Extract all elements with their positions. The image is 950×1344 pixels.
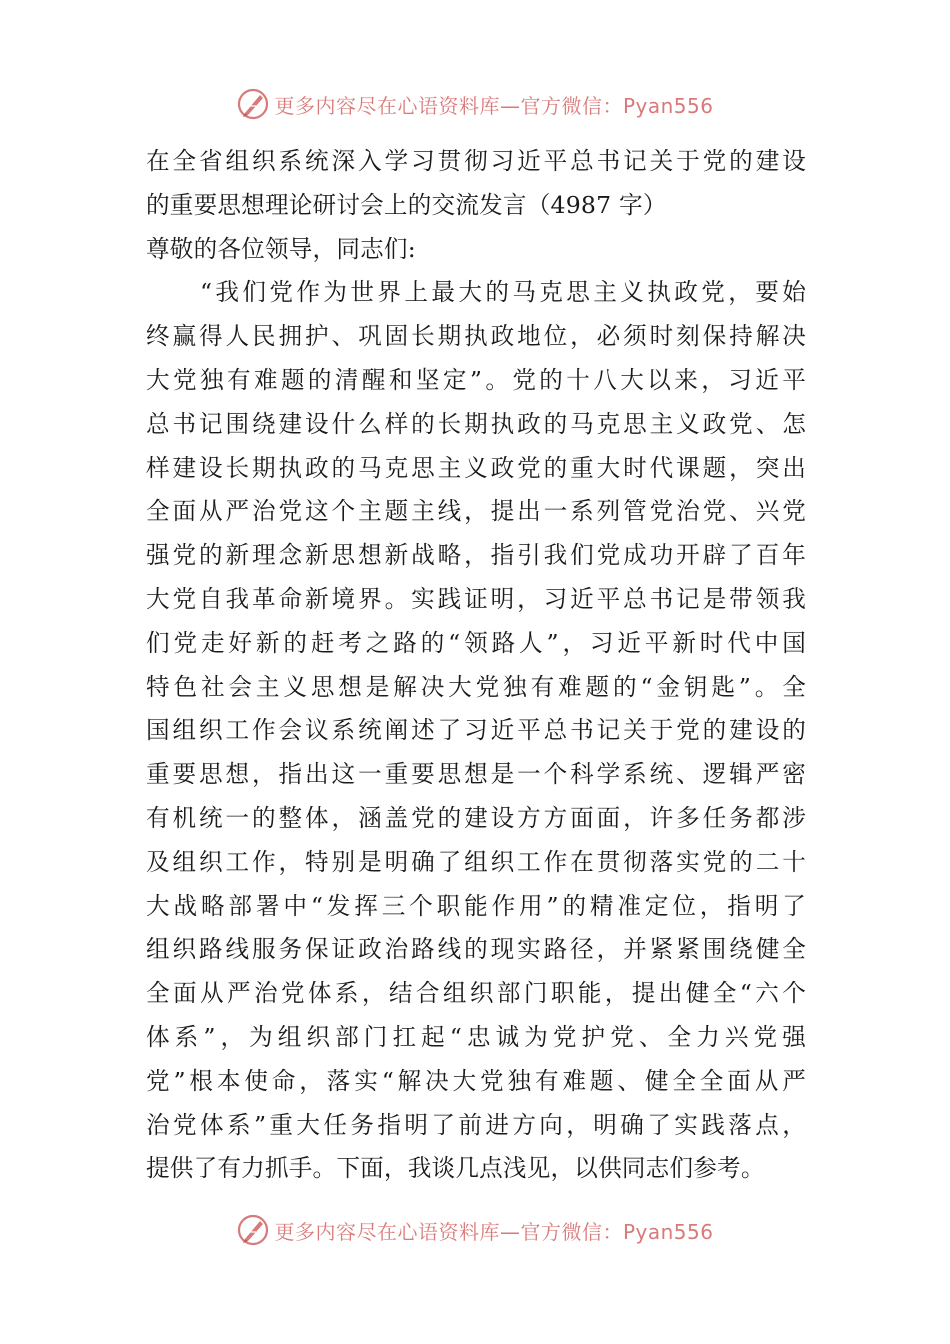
header-banner: [0, 82, 950, 126]
quill-logo-icon: [236, 1213, 270, 1247]
title-line-1: 在全省组织系统深入学习贯彻习近平总书记关于党的建设: [146, 147, 806, 175]
paragraph-line: 党”根本使命，落实“解决大党独有难题、健全全面从严: [146, 1066, 806, 1095]
paragraph-line: 重要思想，指出这一重要思想是一个科学系统、逻辑严密: [146, 760, 806, 789]
paragraph-line: 及组织工作，特别是明确了组织工作在贯彻落实党的二十: [146, 847, 806, 876]
paragraph-line: 强党的新理念新思想新战略，指引我们党成功开辟了百年: [146, 541, 806, 570]
paragraph-line: 全面从严治党这个主题主线，提出一系列管党治党、兴党: [146, 497, 806, 526]
title-line-2: 的重要思想理论研讨会上的交流发言（4987 字）: [146, 190, 667, 219]
salutation: 尊敬的各位领导，同志们:: [146, 234, 416, 263]
paragraph-line: 大战略部署中“发挥三个职能作用”的精准定位，指明了: [146, 891, 806, 920]
paragraph-line: 有机统一的整体，涵盖党的建设方方面面，许多任务都涉: [146, 803, 806, 832]
footer-banner: [0, 1208, 950, 1252]
paragraph-line: 国组织工作会议系统阐述了习近平总书记关于党的建设的: [146, 716, 806, 745]
footer-banner-text: 更多内容尽在心语资料库—官方微信：Pyan556: [274, 1219, 714, 1244]
paragraph-line: 样建设长期执政的马克思主义政党的重大时代课题，突出: [146, 453, 806, 482]
quill-logo-icon: [236, 87, 270, 121]
paragraph-line: 大党自我革命新境界。实践证明，习近平总书记是带领我: [146, 584, 806, 613]
paragraph-line: 体系”，为组织部门扛起“忠诚为党护党、全力兴党强: [146, 1022, 806, 1051]
paragraph-line: 特色社会主义思想是解决大党独有难题的“金钥匙”。全: [146, 672, 806, 701]
paragraph-last-line: 提供了有力抓手。下面，我谈几点浅见，以供同志们参考。: [146, 1154, 765, 1183]
paragraph-line: 总书记围绕建设什么样的长期执政的马克思主义政党、怎: [146, 409, 806, 438]
paragraph-line: 全面从严治党体系，结合组织部门职能，提出健全“六个: [146, 979, 806, 1008]
paragraph-line: 们党走好新的赶考之路的“领路人”，习近平新时代中国: [146, 628, 806, 657]
paragraph-line: 终赢得人民拥护、巩固长期执政地位，必须时刻保持解决: [146, 322, 806, 351]
paragraph-line: “我们党作为世界上最大的马克思主义执政党，要始: [146, 278, 806, 307]
paragraph-line: 大党独有难题的清醒和坚定”。党的十八大以来，习近平: [146, 365, 806, 394]
document-body: [146, 140, 806, 1191]
paragraph-line: 治党体系”重大任务指明了前进方向，明确了实践落点，: [146, 1110, 806, 1139]
header-banner-text: 更多内容尽在心语资料库—官方微信：Pyan556: [274, 93, 714, 118]
paragraph-line: 组织路线服务保证政治路线的现实路径，并紧紧围绕健全: [146, 935, 806, 964]
